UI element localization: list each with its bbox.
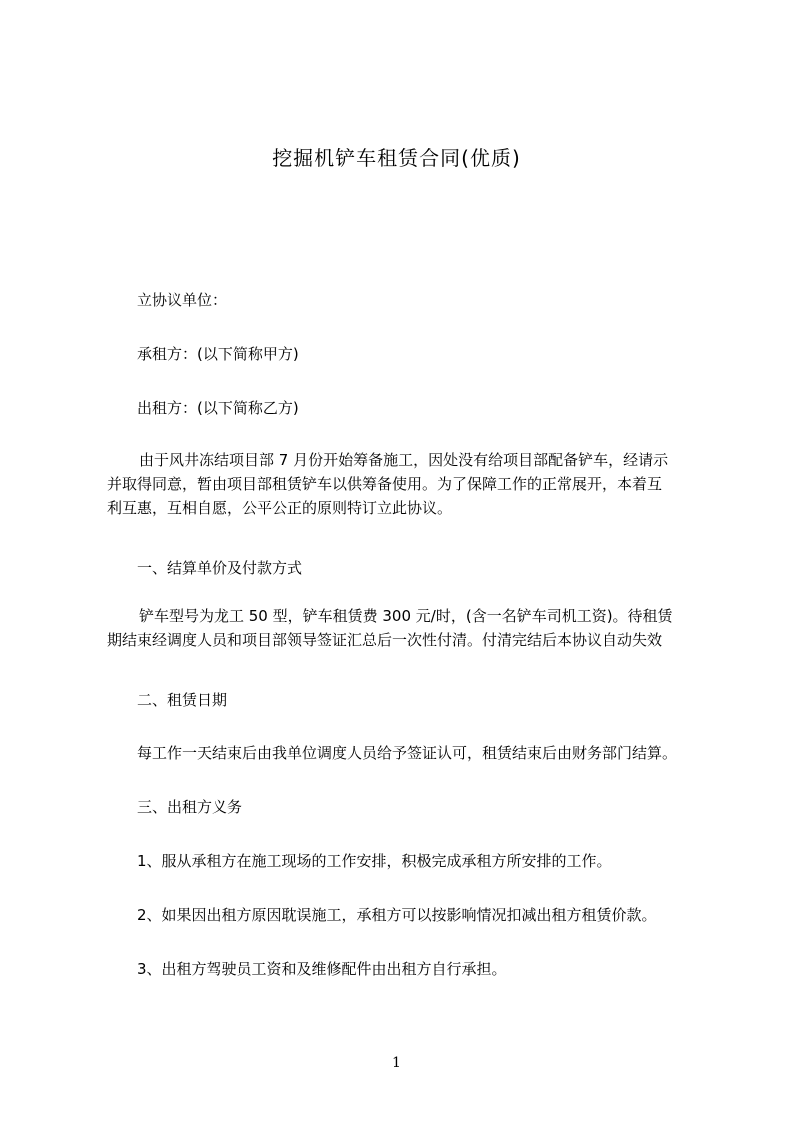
section3-item: 2、如果因出租方原因耽误施工，承租方可以按影响情况扣减出租方租赁价款。 — [137, 906, 657, 924]
party-unit: 立协议单位： — [137, 291, 228, 309]
intro-line: 并取得同意，暂由项目部租赁铲车以供筹备使用。为了保障工作的正常展开，本着互 — [107, 475, 663, 493]
party-lessor: 出租方：(以下简称乙方) — [137, 399, 299, 417]
section3-item: 3、出租方驾驶员工资和及维修配件由出租方自行承担。 — [137, 960, 507, 978]
section2-text: 每工作一天结束后由我单位调度人员给予签证认可，租赁结束后由财务部门结算。 — [137, 744, 678, 762]
section1-paragraph — [107, 604, 703, 652]
section1-line: 期结束经调度人员和项目部领导签证汇总后一次性付清。付清完结后本协议自动失效 — [107, 631, 663, 649]
intro-line: 由于风井冻结项目部 7 月份开始筹备施工，因处没有给项目部配备铲车，经请示 — [139, 451, 669, 469]
page-number: 1 — [392, 1055, 401, 1071]
document-title: 挖掘机铲车租赁合同(优质) — [272, 146, 521, 170]
section1-heading: 一、结算单价及付款方式 — [137, 559, 303, 577]
section2-heading: 二、租赁日期 — [137, 691, 228, 709]
intro-paragraph — [107, 448, 703, 520]
section3-heading: 三、出租方义务 — [137, 798, 243, 816]
section1-line: 铲车型号为龙工 50 型，铲车租赁费 300 元/时，(含一名铲车司机工资)。待租赁 — [139, 607, 673, 625]
intro-line: 利互惠，互相自愿，公平公正的原则特订立此协议。 — [107, 499, 453, 517]
party-lessee: 承租方：(以下简称甲方) — [137, 345, 299, 363]
section3-item: 1、服从承租方在施工现场的工作安排，积极完成承租方所安排的工作。 — [137, 852, 612, 870]
